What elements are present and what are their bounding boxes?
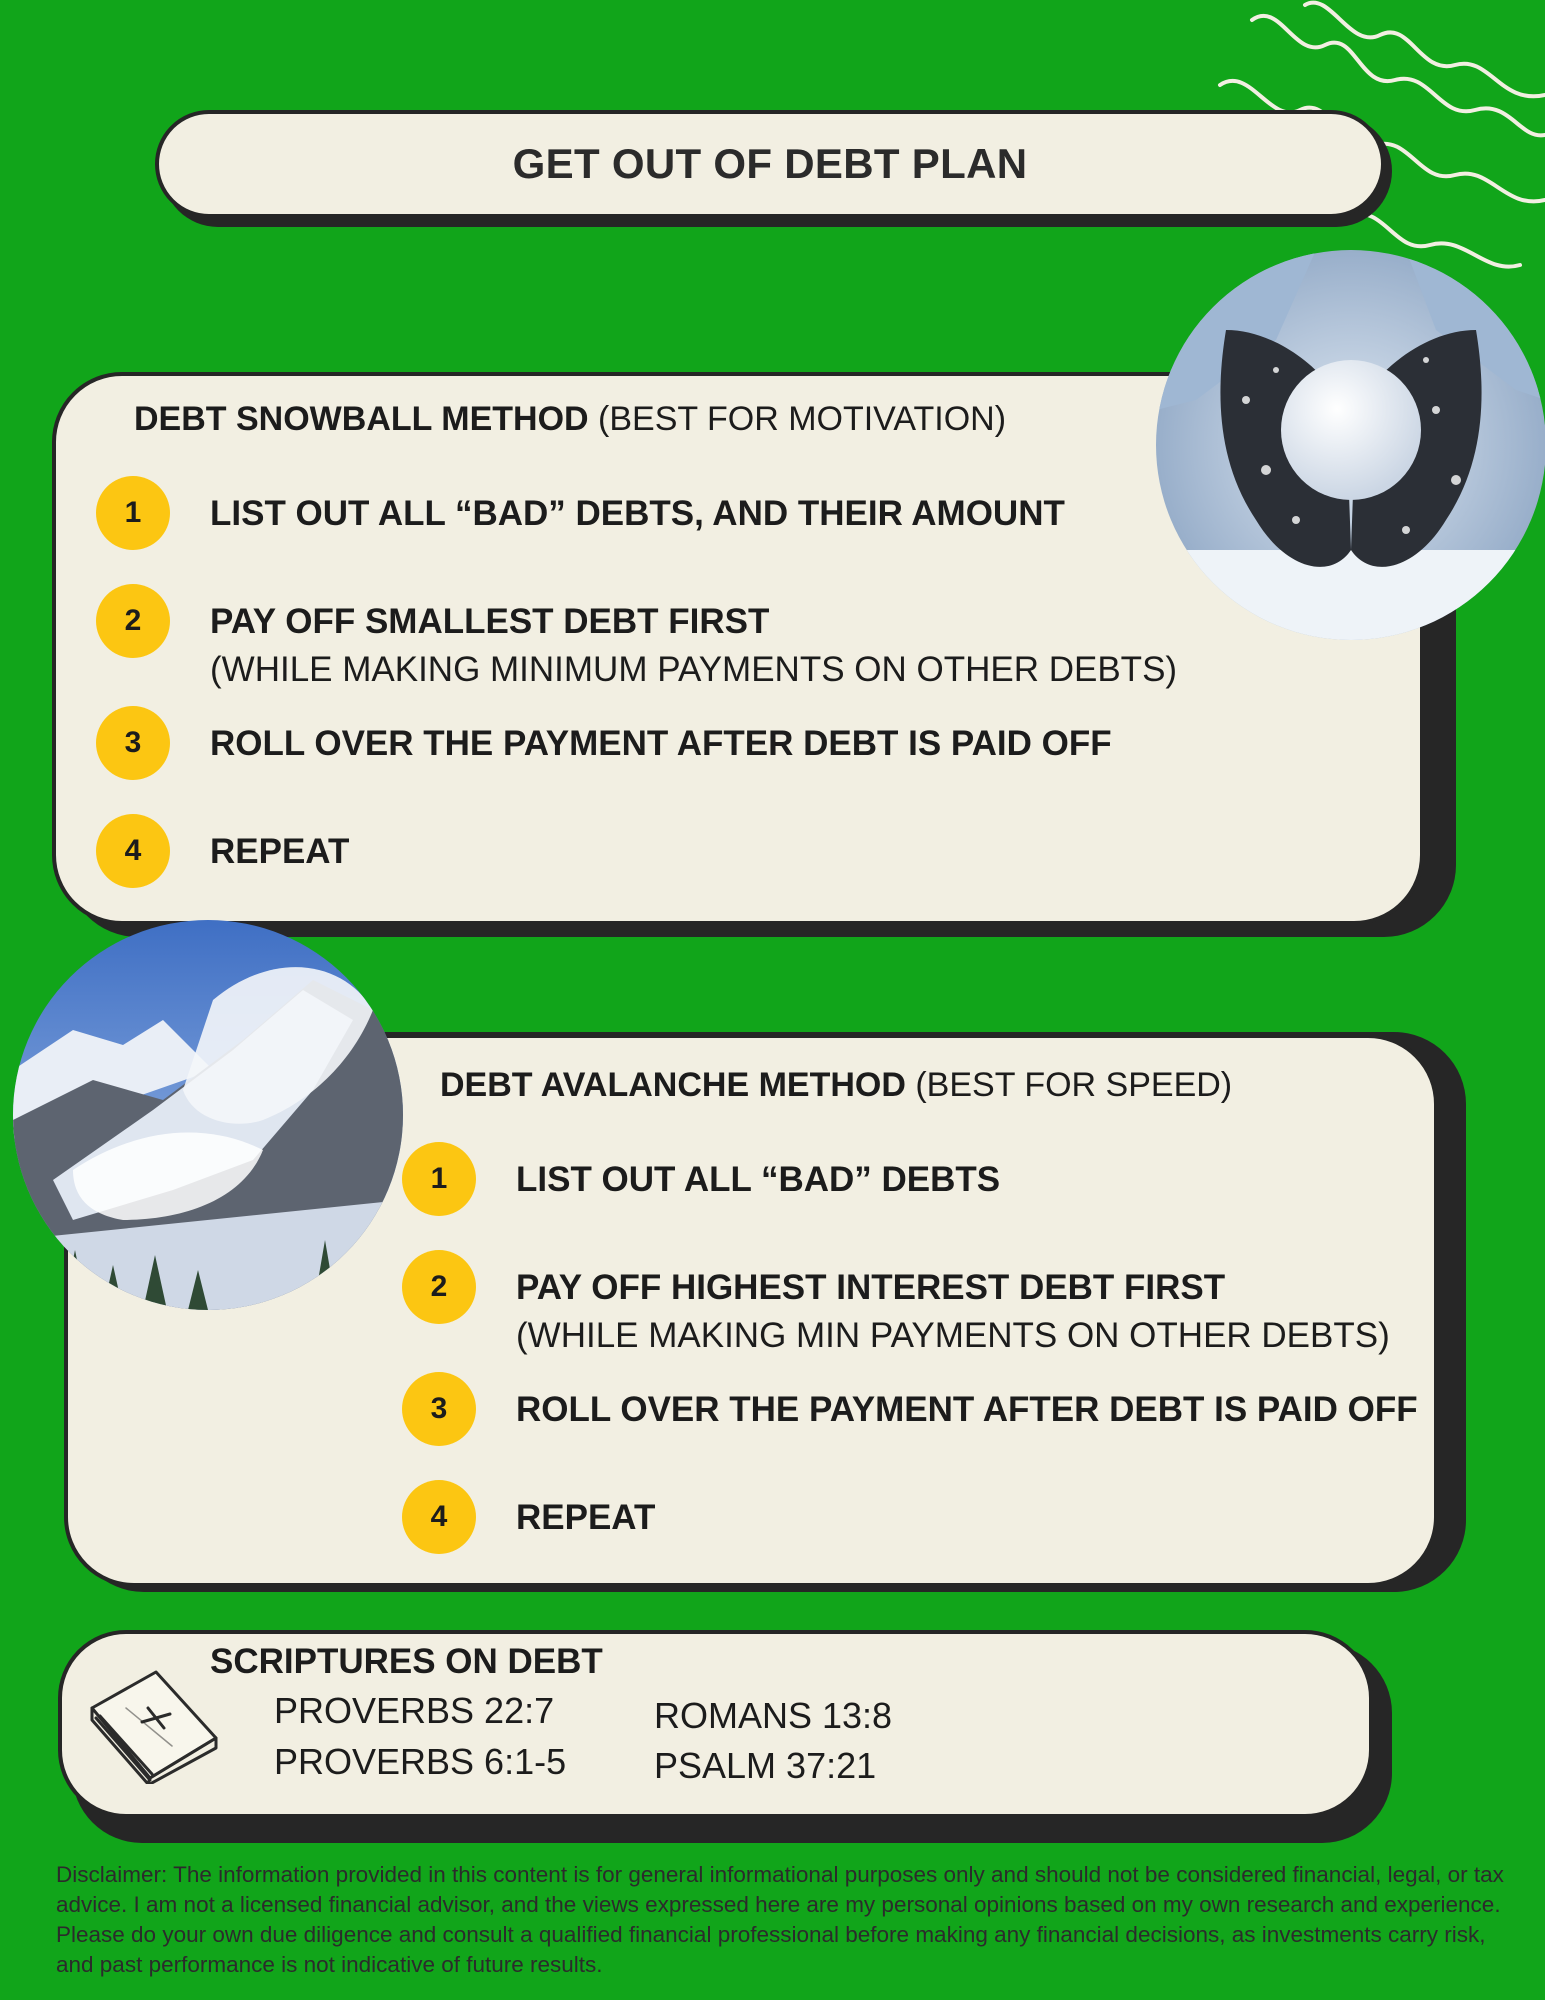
scriptures-title: SCRIPTURES ON DEBT <box>210 1642 603 1681</box>
step-text: PAY OFF SMALLEST DEBT FIRST <box>210 602 770 641</box>
step-number-badge: 3 <box>402 1372 476 1446</box>
step-number-badge: 4 <box>96 814 170 888</box>
step-text: LIST OUT ALL “BAD” DEBTS, AND THEIR AMOUNT <box>210 494 1065 533</box>
snowball-step-2 <box>96 584 1177 694</box>
verse-item: PSALM 37:21 <box>654 1745 877 1786</box>
step-text: REPEAT <box>516 1498 656 1537</box>
avalanche-step-3 <box>402 1372 1418 1446</box>
step-number-badge: 1 <box>402 1142 476 1216</box>
snowball-photo <box>1156 250 1545 640</box>
step-number-badge: 2 <box>96 584 170 658</box>
snowball-heading <box>134 400 1006 439</box>
avalanche-step-4 <box>402 1480 655 1554</box>
snowball-step-4 <box>96 814 349 888</box>
snowball-step-3 <box>96 706 1112 780</box>
page-title: GET OUT OF DEBT PLAN <box>512 140 1028 187</box>
step-text: ROLL OVER THE PAYMENT AFTER DEBT IS PAID OFF <box>516 1390 1418 1429</box>
step-text: PAY OFF HIGHEST INTEREST DEBT FIRST <box>516 1268 1226 1307</box>
disclaimer-text: Disclaimer: The information provided in this content is for general informational purposes only and should not be considered financial, legal, or tax advice. I am not a licensed financial advisor, and the views expressed here are my personal opinions based on my own research and experience. Please do your own due diligence and consult a qualified financial professional before making any financial decisions, as investments carry risk, and past performance is not indicative of future results. <box>56 1862 1504 1977</box>
avalanche-heading-title: DEBT AVALANCHE METHOD <box>440 1066 906 1104</box>
step-number-badge: 2 <box>402 1250 476 1324</box>
step-number-badge: 4 <box>402 1480 476 1554</box>
step-text: ROLL OVER THE PAYMENT AFTER DEBT IS PAID OFF <box>210 724 1112 763</box>
verse-item: PROVERBS 22:7 <box>274 1690 555 1731</box>
step-text: LIST OUT ALL “BAD” DEBTS <box>516 1160 1001 1199</box>
bible-icon <box>86 1668 222 1784</box>
title-banner <box>155 110 1385 218</box>
avalanche-heading <box>440 1066 1232 1105</box>
snowball-step-1 <box>96 476 1065 550</box>
snowball-heading-subtitle: (BEST FOR MOTIVATION) <box>598 400 1007 438</box>
verse-item: ROMANS 13:8 <box>654 1695 893 1736</box>
avalanche-step-2 <box>402 1250 1390 1360</box>
avalanche-photo <box>13 920 403 1310</box>
avalanche-heading-subtitle: (BEST FOR SPEED) <box>915 1066 1233 1104</box>
step-number-badge: 1 <box>96 476 170 550</box>
step-note: (WHILE MAKING MIN PAYMENTS ON OTHER DEBTS) <box>516 1316 1390 1355</box>
step-text: REPEAT <box>210 832 350 871</box>
step-number-badge: 3 <box>96 706 170 780</box>
step-note: (WHILE MAKING MINIMUM PAYMENTS ON OTHER DEBTS) <box>210 650 1178 689</box>
snowball-heading-title: DEBT SNOWBALL METHOD <box>134 400 589 438</box>
avalanche-step-1 <box>402 1142 1000 1216</box>
verse-item: PROVERBS 6:1-5 <box>274 1741 567 1782</box>
